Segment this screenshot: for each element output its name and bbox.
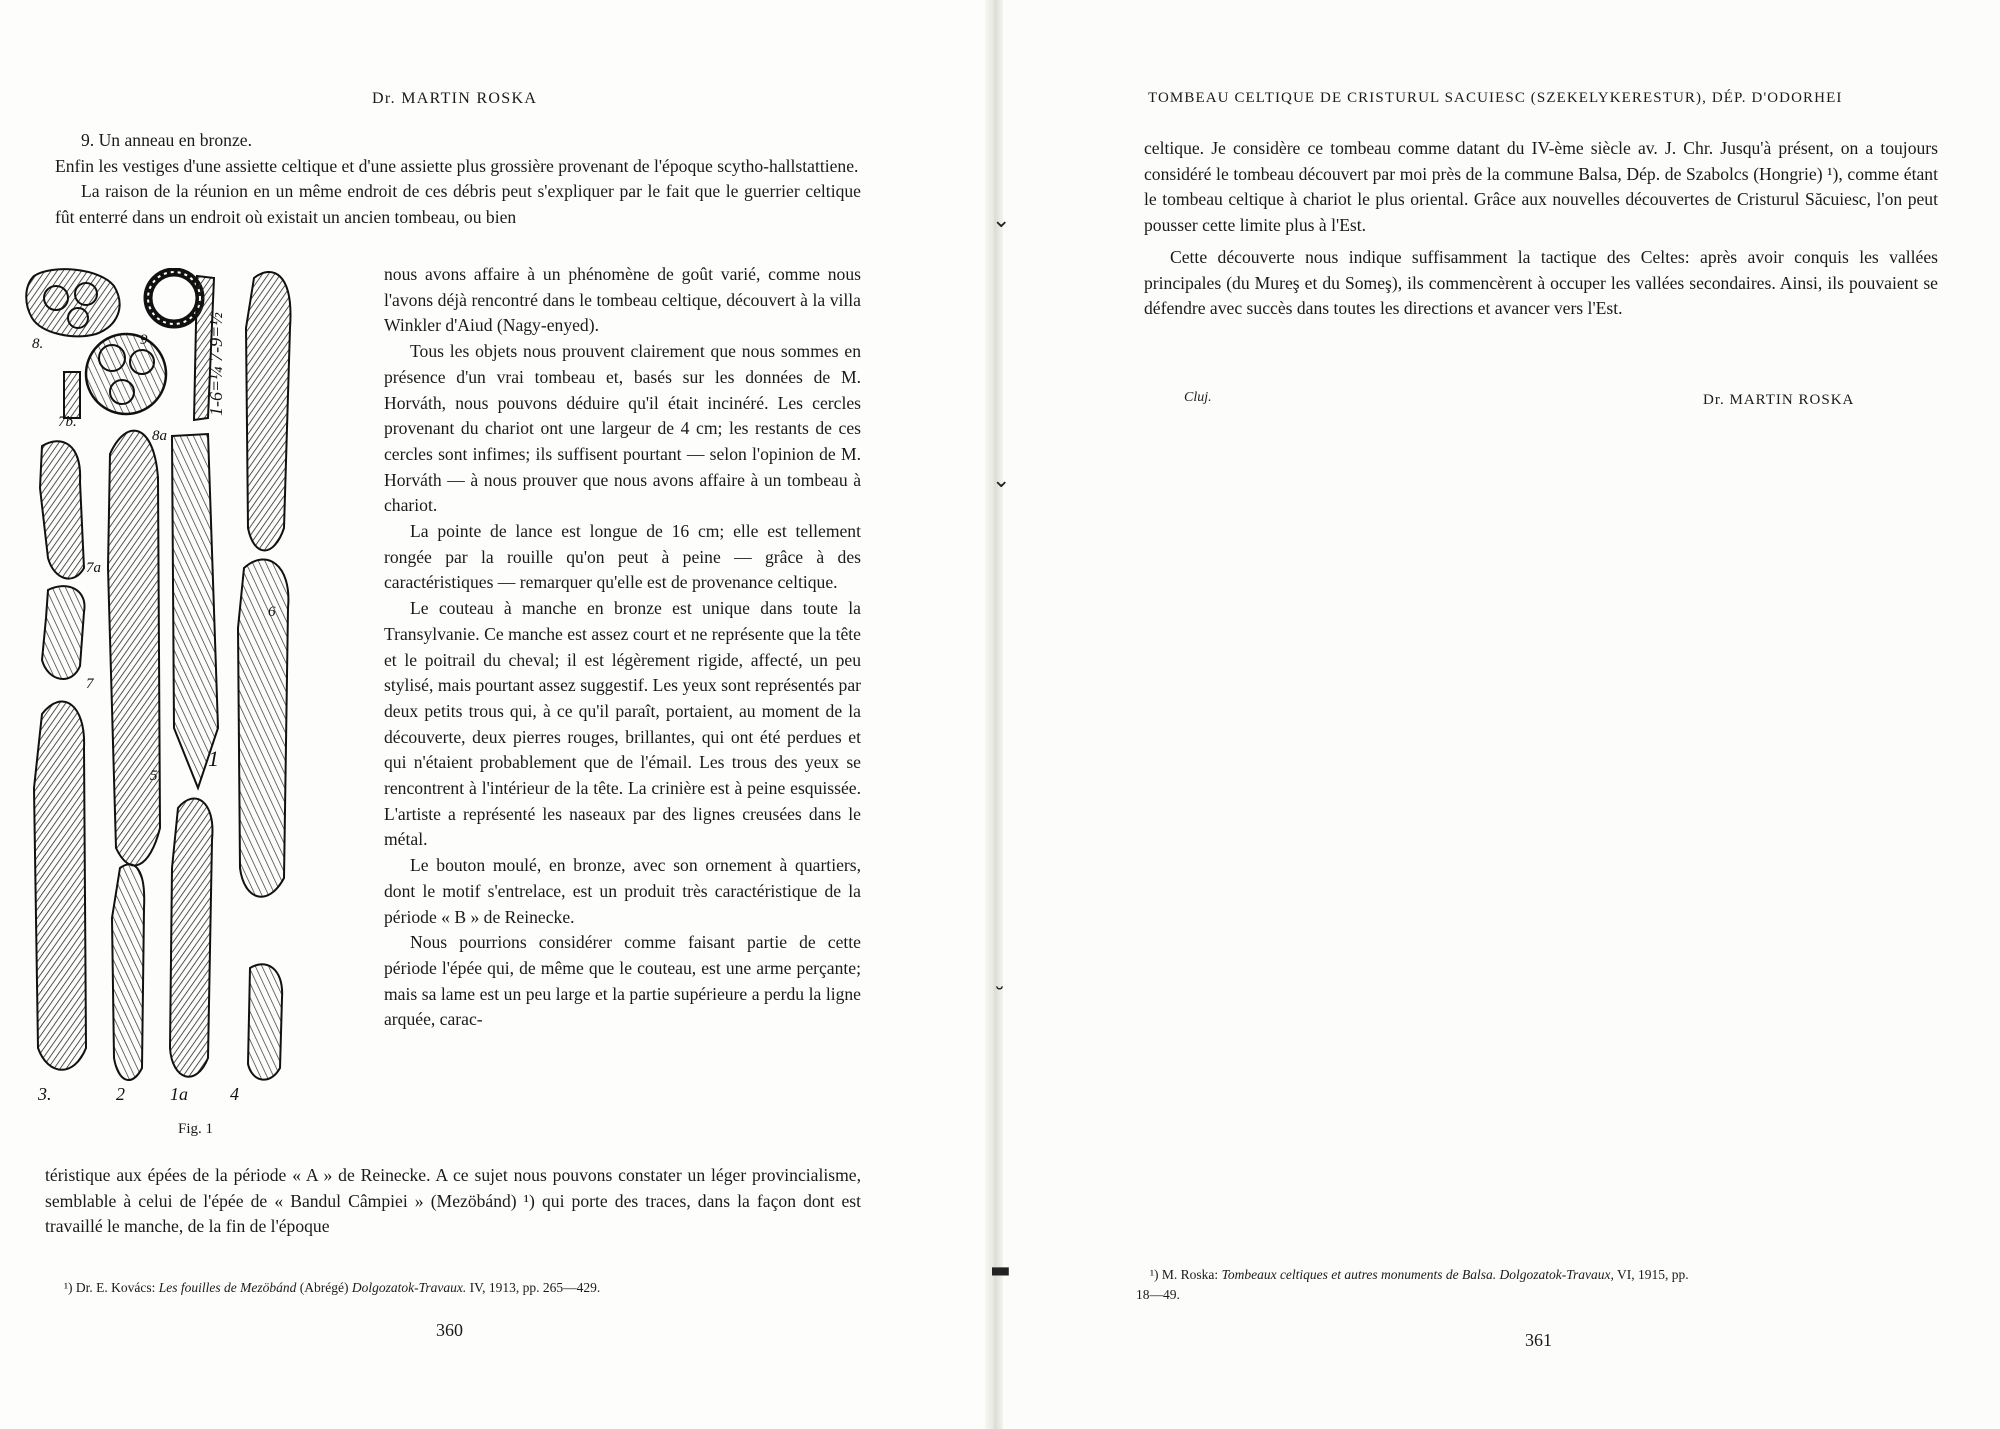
paragraph: Le couteau à manche en bronze est unique dans toute la Transylvanie. Ce manche est assez court et ne représente que la tête et le poitrail du cheval; il est légèrement rigide, affecté, un peu stylisé, mais pourtant assez suggestif. Les yeux sont représentés par deux petits trous qui, à ce qu'il paraît, portaient, au moment de la découverte, deux pierres rouges, brillantes, qui ont été perdues et qui n'étaient probablement que de l'émail. Les trous des yeux se rencontrent à l'intérieur de la tête. La crinière est à peine esquissée. L'artiste a représenté les naseaux par des lignes creusées dans le métal. [384,598,861,850]
artifact-4 [248,964,282,1079]
place-name: Cluj. [1184,390,1212,405]
paragraph: La raison de la réunion en un même endroit de ces débris peut s'expliquer par le fait que le guerrier celtique fût enterré dans un endroit où existait un ancien tombeau, ou bien [55,181,861,228]
text-block-right [1144,136,1938,322]
figure-caption: Fig. 1 [178,1121,214,1137]
footnote-left [64,1278,600,1298]
figure-label: 8a [152,428,167,444]
footnote-right [1150,1265,1689,1285]
artifact-6 [246,272,290,551]
footnote-author: M. Roska: [1161,1267,1219,1282]
artifact-2 [112,864,144,1080]
artifact-8 [26,269,119,336]
fig-1-artifacts-drawing [22,268,377,1116]
paragraph: Tous les objets nous prouvent clairement que nous sommes en présence d'un vrai tombeau et, basés sur les données de M. Horváth, nous pouvons déduire qu'il était incinéré. Les cercles provenant du chariot ont une largeur de 4 cm; les restants de ces cercles sont infimes; ils suffisent pourtant — selon l'opinion de M. Horváth — à nous prouver que nous avons affaire à un tombeau à chariot. [384,341,861,516]
figure-label: 2 [116,1084,125,1104]
figure-scale-text: 1-6=¼ 7-9=½ [206,312,226,416]
binding-stitch: ⌄ [992,208,1011,233]
figure-label: 4 [230,1084,239,1104]
artifact-3 [34,701,86,1069]
figure-label: 6 [268,604,276,620]
artifact-sword-1 [172,434,218,788]
footnote-mid: (Abrégé) [299,1280,349,1295]
artifact-8a-button [86,334,166,414]
figure-label: 1 [208,746,219,771]
paragraph: 9. Un anneau en bronze. [81,130,252,150]
paragraph: téristique aux épées de la période « A » de Reinecke. A ce sujet nous pouvons constater un léger provincialisme, semblable à celui de l'épée de « Bandul Câmpiei » (Mezöbánd) ¹) qui porte des traces, dans la façon dont est travaillé le manche, de la fin de l'époque [45,1165,861,1237]
artifact-9-ring [148,272,200,324]
footnote-title: Tombeaux celtiques et autres monuments de Balsa. Dolgozatok-Travaux, [1221,1267,1614,1282]
text-block-top [55,128,861,231]
text-block-bottom [45,1163,861,1240]
footnote-title: Les fouilles de Mezöbánd [158,1280,297,1295]
artifact-7a [40,441,84,578]
figure-label: 5 [150,768,158,784]
footnote-rest: VI, 1915, pp. [1617,1267,1689,1282]
artifact-knife-upper [238,559,288,896]
figure-label: 9 [140,332,148,348]
figure-label: 3. [38,1084,52,1104]
artifact-long-blade-center [108,431,160,866]
figure-label: 7 [86,676,94,692]
figure-label: 7a [86,560,101,576]
footnote-mark: ¹) [64,1280,73,1295]
paragraph: Enfin les vestiges d'une assiette celtique et d'une assiette plus grossière provenant de l'époque scytho-hallstattiene. [55,155,859,176]
binding-stitch: ˘ [994,985,1005,1010]
running-head-left: Dr. MARTIN ROSKA [372,90,538,107]
page-number-right: 361 [1525,1330,1552,1350]
paragraph: Le bouton moulé, en bronze, avec son ornement à quartiers, dont le motif s'entrelace, est un produit très caractéristique de la période « B » de Reinecke. [384,855,861,927]
paragraph: Nous pourrions considérer comme faisant partie de cette période l'épée qui, de même que le couteau, est une arme perçante; mais sa lame est un peu large et la partie supérieure a perdu la ligne arquée, carac- [384,932,861,1030]
artifact-7 [42,586,85,679]
footnote-author: Dr. E. Kovács: [75,1280,156,1295]
footnote-journal: Dolgozatok-Travaux. [351,1280,467,1295]
artifact-1a [170,798,212,1076]
figure-label: 1a [170,1084,188,1104]
footnote-right-continuation: 18—49. [1136,1287,1180,1302]
page-number-left: 360 [436,1320,463,1340]
running-head-right: TOMBEAU CELTIQUE DE CRISTURUL SACUIESC (SZEKELYKERESTUR), DÉP. D'ODORHEI [1148,90,1843,106]
paragraph: nous avons affaire à un phénomène de goût varié, comme nous l'avons déjà rencontré dans le tombeau celtique, découvert à la villa Winkler d'Aiud (Nagy-enyed). [384,264,861,336]
binding-stitch: ⌄ [992,468,1011,493]
footnote-mark: ¹) [1150,1267,1159,1282]
text-column-beside-figure [384,262,861,1033]
figure-label: 8. [32,336,44,352]
footnote-rest: IV, 1913, pp. 265—429. [469,1280,601,1295]
paragraph: La pointe de lance est longue de 16 cm; elle est tellement rongée par la rouille qu'on peut à peine — grâce à des caractéristiques — remarquer qu'elle est de provenance celtique. [384,521,861,593]
binding-stitch: ▬ [990,1258,1011,1283]
paragraph: Cette découverte nous indique suffisamment la tactique des Celtes: après avoir conquis les vallées principales (du Mureş et du Someş), ils commencèrent à occuper les vallées secondaires. Ainsi, ils pouvaient se défendre avec succès dans toutes les directions et avancer vers l'Est. [1144,246,1938,319]
paragraph: celtique. Je considère ce tombeau comme datant du IV-ème siècle av. J. Chr. Jusqu'à présent, on a toujours considéré le tombeau découvert par moi près de la commune Balsa, Dép. de Szabolcs (Hongrie) ¹), comme étant le tombeau celtique à chariot le plus oriental. Grâce aux nouvelles découvertes de Cristurul Săcuiesc, l'on peut pousser cette limite plus à l'Est. [1144,138,1938,236]
figure-label: 7b. [58,414,77,430]
artifact-7b [64,372,80,418]
author-signature: Dr. MARTIN ROSKA [1703,392,1855,408]
